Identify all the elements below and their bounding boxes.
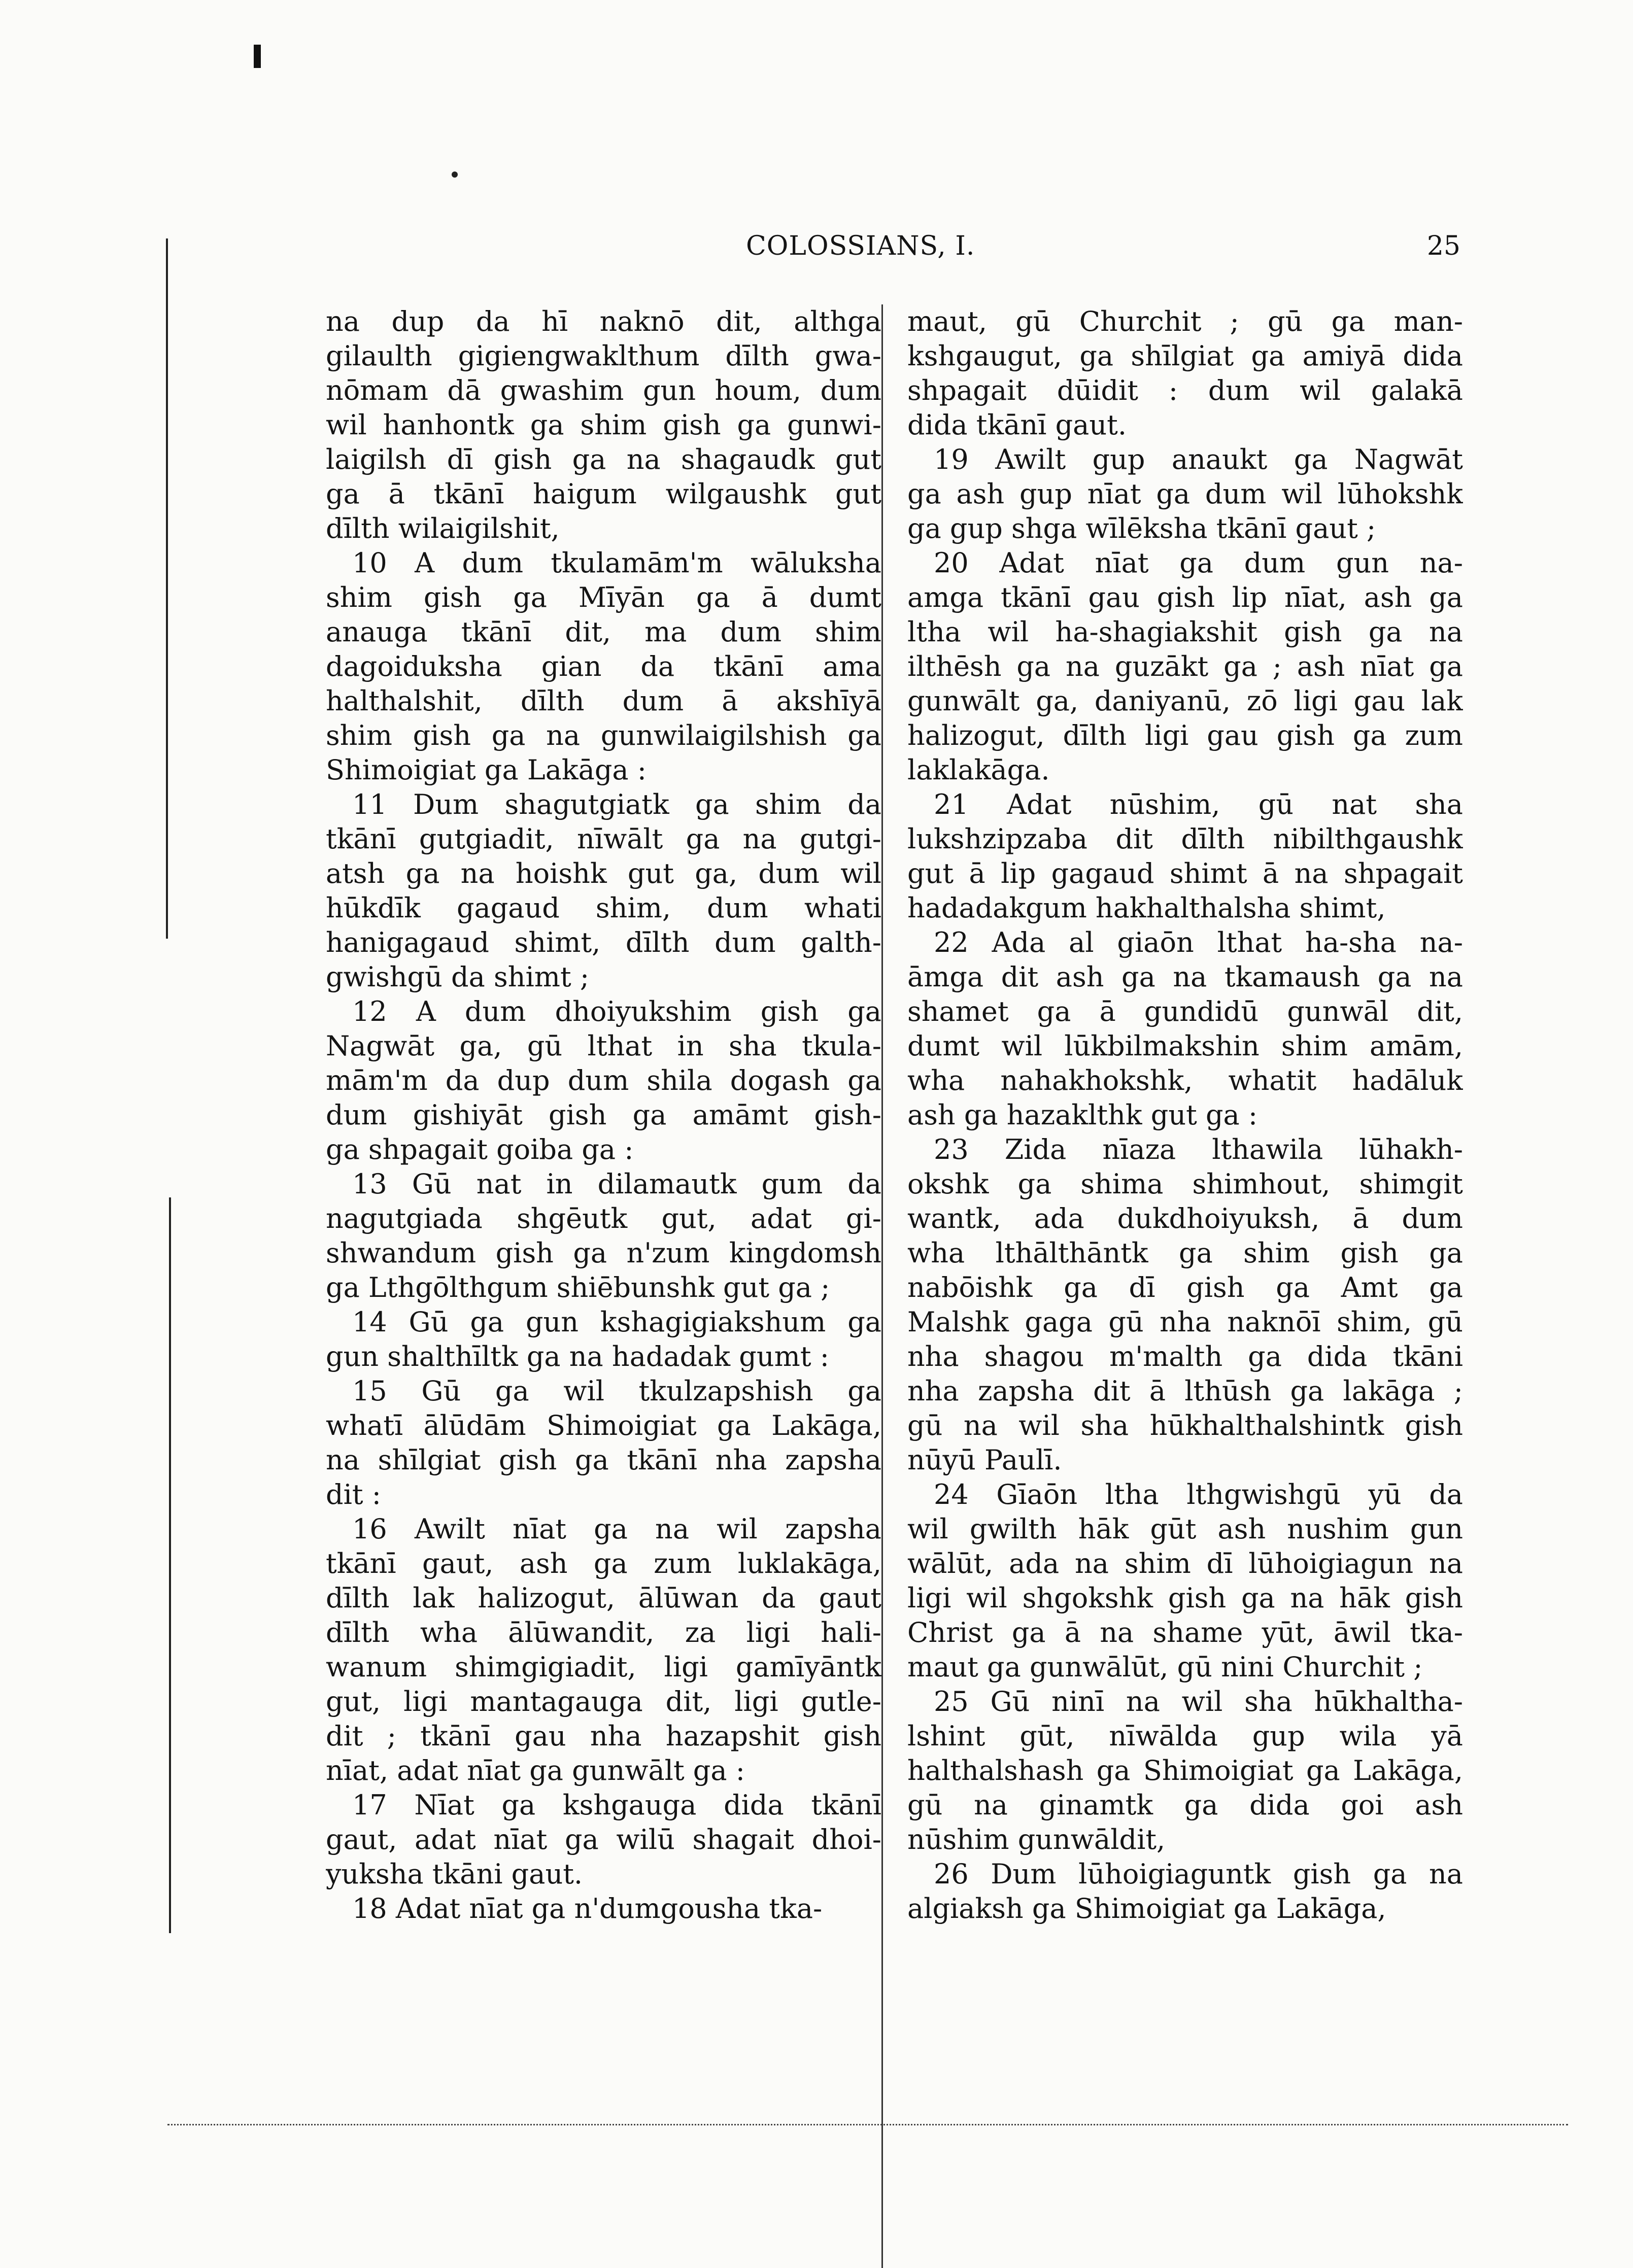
text-line: Shimoigiat ga Lakāga :	[326, 754, 647, 786]
text-line: dum gishiyāt gish ga amāmt gish-	[326, 1099, 881, 1131]
text-line: dumt wil lūkbilmakshin shim amām,	[907, 1030, 1463, 1062]
text-line: ga ā tkānī haigum wilgaushk gut	[326, 478, 881, 510]
text-line: dit :	[326, 1479, 381, 1510]
text-line: wil gwilth hāk gūt ash nushim gun	[907, 1513, 1463, 1545]
text-line: shamet ga ā gundidū gunwāl dit,	[907, 995, 1463, 1027]
page-number: 25	[1426, 231, 1460, 261]
text-line: wantk, ada dukdhoiyuksh, ā dum	[907, 1202, 1463, 1234]
text-line: nūyū Paulī.	[907, 1444, 1062, 1476]
text-line: kshgaugut, ga shīlgiat ga amiyā dida	[907, 340, 1463, 372]
text-line: maut, gū Churchit ; gū ga man-	[907, 305, 1463, 337]
text-line: whatī ālūdām Shimoigiat ga Lakāga,	[326, 1410, 881, 1441]
text-line: nīat, adat nīat ga gunwālt ga :	[326, 1755, 745, 1786]
text-line: nagutgiada shgēutk gut, adat gi-	[326, 1202, 881, 1234]
text-line: nabōishk ga dī gish ga Amt ga	[907, 1272, 1463, 1303]
text-line: mām'm da dup dum shila dogash ga	[326, 1064, 881, 1096]
text-line: 20 Adat nīat ga dum gun na-	[934, 547, 1463, 579]
text-line: 10 A dum tkulamām'm wāluksha	[352, 547, 881, 579]
text-line: 23 Zida nīaza lthawila lūhakh-	[934, 1133, 1463, 1165]
text-line: nha shagou m'malth ga dida tkāni	[907, 1341, 1463, 1372]
text-line: ligi wil shgokshk gish ga na hāk gish	[907, 1582, 1463, 1614]
text-line: ash ga hazaklthk gut ga :	[907, 1099, 1258, 1131]
text-line: hadadakgum hakhalthalsha shimt,	[907, 892, 1386, 924]
left-edge-line-lower	[169, 1197, 171, 1933]
text-line: anauga tkānī dit, ma dum shim	[326, 616, 881, 648]
text-line: gunwālt ga, daniyanū, zō ligi gau lak	[907, 685, 1463, 717]
text-line: wālūt, ada na shim dī lūhoigiagun na	[907, 1548, 1463, 1579]
text-line: ga gup shga wīlēksha tkānī gaut ;	[907, 512, 1376, 544]
stray-dot	[452, 171, 458, 178]
text-line: gilaulth gigiengwaklthum dīlth gwa-	[326, 340, 881, 372]
text-line: 24 Gīaōn ltha lthgwishgū yū da	[934, 1479, 1463, 1510]
text-line: 19 Awilt gup anaukt ga Nagwāt	[934, 443, 1463, 475]
text-line: okshk ga shima shimhout, shimgit	[907, 1168, 1463, 1200]
text-line: Nagwāt ga, gū lthat in sha tkula-	[326, 1030, 881, 1062]
text-line: shim gish ga na gunwilaigilshish ga	[326, 719, 881, 751]
text-line: gut, ligi mantagauga dit, ligi gutle-	[326, 1686, 881, 1717]
text-line: shpagait dūidit : dum wil galakā	[907, 374, 1463, 406]
text-line: na shīlgiat gish ga tkānī nha zapsha	[326, 1444, 881, 1476]
text-line: 22 Ada al giaōn lthat ha-sha na-	[934, 926, 1463, 958]
text-line: shwandum gish ga n'zum kingdomsh	[326, 1237, 881, 1269]
text-line: 11 Dum shagutgiatk ga shim da	[352, 788, 881, 820]
text-line: dida tkānī gaut.	[907, 409, 1127, 441]
text-line: hūkdīk gagaud shim, dum whati	[326, 892, 881, 924]
text-line: 18 Adat nīat ga n'dumgousha tka-	[352, 1893, 823, 1925]
text-line: dagoiduksha gian da tkānī ama	[326, 650, 881, 682]
text-line: dit ; tkānī gau nha hazapshit gish	[326, 1720, 881, 1752]
text-line: 25 Gū ninī na wil sha hūkhaltha-	[934, 1686, 1463, 1717]
text-line: gut ā lip gagaud shimt ā na shpagait	[907, 857, 1463, 889]
text-line: na dup da hī naknō dit, althga	[326, 305, 881, 337]
text-line: dīlth wha ālūwandit, za ligi hali-	[326, 1617, 881, 1648]
page-margin-mark	[254, 45, 261, 68]
text-line: 14 Gū ga gun kshagigiakshum ga	[352, 1306, 881, 1338]
text-line: algiaksh ga Shimoigiat ga Lakāga,	[907, 1893, 1386, 1925]
text-line: halthalshit, dīlth dum ā akshīyā	[326, 685, 881, 717]
text-line: ga shpagait goiba ga :	[326, 1133, 634, 1165]
running-head: COLOSSIANS, I.	[746, 231, 975, 261]
text-line: gū na ginamtk ga dida goi ash	[907, 1789, 1463, 1821]
text-line: 16 Awilt nīat ga na wil zapsha	[352, 1513, 881, 1545]
text-line: gwishgū da shimt ;	[326, 961, 590, 993]
text-line: shim gish ga Mīyān ga ā dumt	[326, 581, 881, 613]
text-line: dīlth wilaigilshit,	[326, 512, 560, 544]
text-line: lukshzipzaba dit dīlth nibilthgaushk	[907, 823, 1463, 855]
text-line: ilthēsh ga na guzākt ga ; ash nīat ga	[907, 650, 1463, 682]
text-line: nha zapsha dit ā lthūsh ga lakāga ;	[907, 1375, 1463, 1407]
text-line: 12 A dum dhoiyukshim gish ga	[352, 995, 881, 1027]
text-line: gaut, adat nīat ga wilū shagait dhoi-	[326, 1824, 881, 1855]
text-line: atsh ga na hoishk gut ga, dum wil	[326, 857, 881, 889]
bottom-edge-marks	[167, 2121, 1568, 2125]
text-line: nūshim gunwāldit,	[907, 1824, 1166, 1855]
text-line: gun shalthīltk ga na hadadak gumt :	[326, 1341, 829, 1372]
column-rule	[881, 304, 883, 2268]
text-line: laigilsh dī gish ga na shagaudk gut	[326, 443, 881, 475]
text-line: 26 Dum lūhoigiaguntk gish ga na	[934, 1858, 1463, 1890]
left-edge-line	[166, 238, 168, 939]
text-line: 17 Nīat ga kshgauga dida tkānī	[352, 1789, 881, 1821]
text-line: hanigagaud shimt, dīlth dum galth-	[326, 926, 881, 958]
text-line: āmga dit ash ga na tkamaush ga na	[907, 961, 1463, 993]
text-line: wha lthālthāntk ga shim gish ga	[907, 1237, 1463, 1269]
right-text-column	[907, 304, 1463, 1926]
text-line: halizogut, dīlth ligi gau gish ga zum	[907, 719, 1463, 751]
text-line: gū na wil sha hūkhalthalshintk gish	[907, 1410, 1463, 1441]
text-line: halthalshash ga Shimoigiat ga Lakāga,	[907, 1755, 1463, 1786]
text-line: maut ga gunwālūt, gū nini Churchit ;	[907, 1651, 1423, 1683]
text-line: ltha wil ha-shagiakshit gish ga na	[907, 616, 1463, 648]
text-line: wha nahakhokshk, whatit hadāluk	[907, 1064, 1463, 1096]
text-line: Christ ga ā na shame yūt, āwil tka-	[907, 1617, 1463, 1648]
text-line: Malshk gaga gū nha naknōī shim, gū	[907, 1306, 1463, 1338]
text-line: yuksha tkāni gaut.	[326, 1858, 583, 1890]
text-line: tkānī gaut, ash ga zum luklakāga,	[326, 1548, 881, 1579]
text-line: wil hanhontk ga shim gish ga gunwi-	[326, 409, 881, 441]
text-line: tkānī gutgiadit, nīwālt ga na gutgi-	[326, 823, 881, 855]
text-line: ga Lthgōlthgum shiēbunshk gut ga ;	[326, 1272, 830, 1303]
text-line: 13 Gū nat in dilamautk gum da	[352, 1168, 881, 1200]
text-line: laklakāga.	[907, 754, 1050, 786]
text-line: wanum shimgigiadit, ligi gamīyāntk	[326, 1651, 881, 1683]
text-line: 21 Adat nūshim, gū nat sha	[934, 788, 1463, 820]
text-line: 15 Gū ga wil tkulzapshish ga	[352, 1375, 881, 1407]
left-text-column	[326, 304, 881, 1926]
text-line: dīlth lak halizogut, ālūwan da gaut	[326, 1582, 881, 1614]
text-line: ga ash gup nīat ga dum wil lūhokshk	[907, 478, 1463, 510]
text-line: amga tkānī gau gish lip nīat, ash ga	[907, 581, 1463, 613]
text-line: lshint gūt, nīwālda gup wila yā	[907, 1720, 1463, 1752]
text-line: nōmam dā gwashim gun houm, dum	[326, 374, 881, 406]
